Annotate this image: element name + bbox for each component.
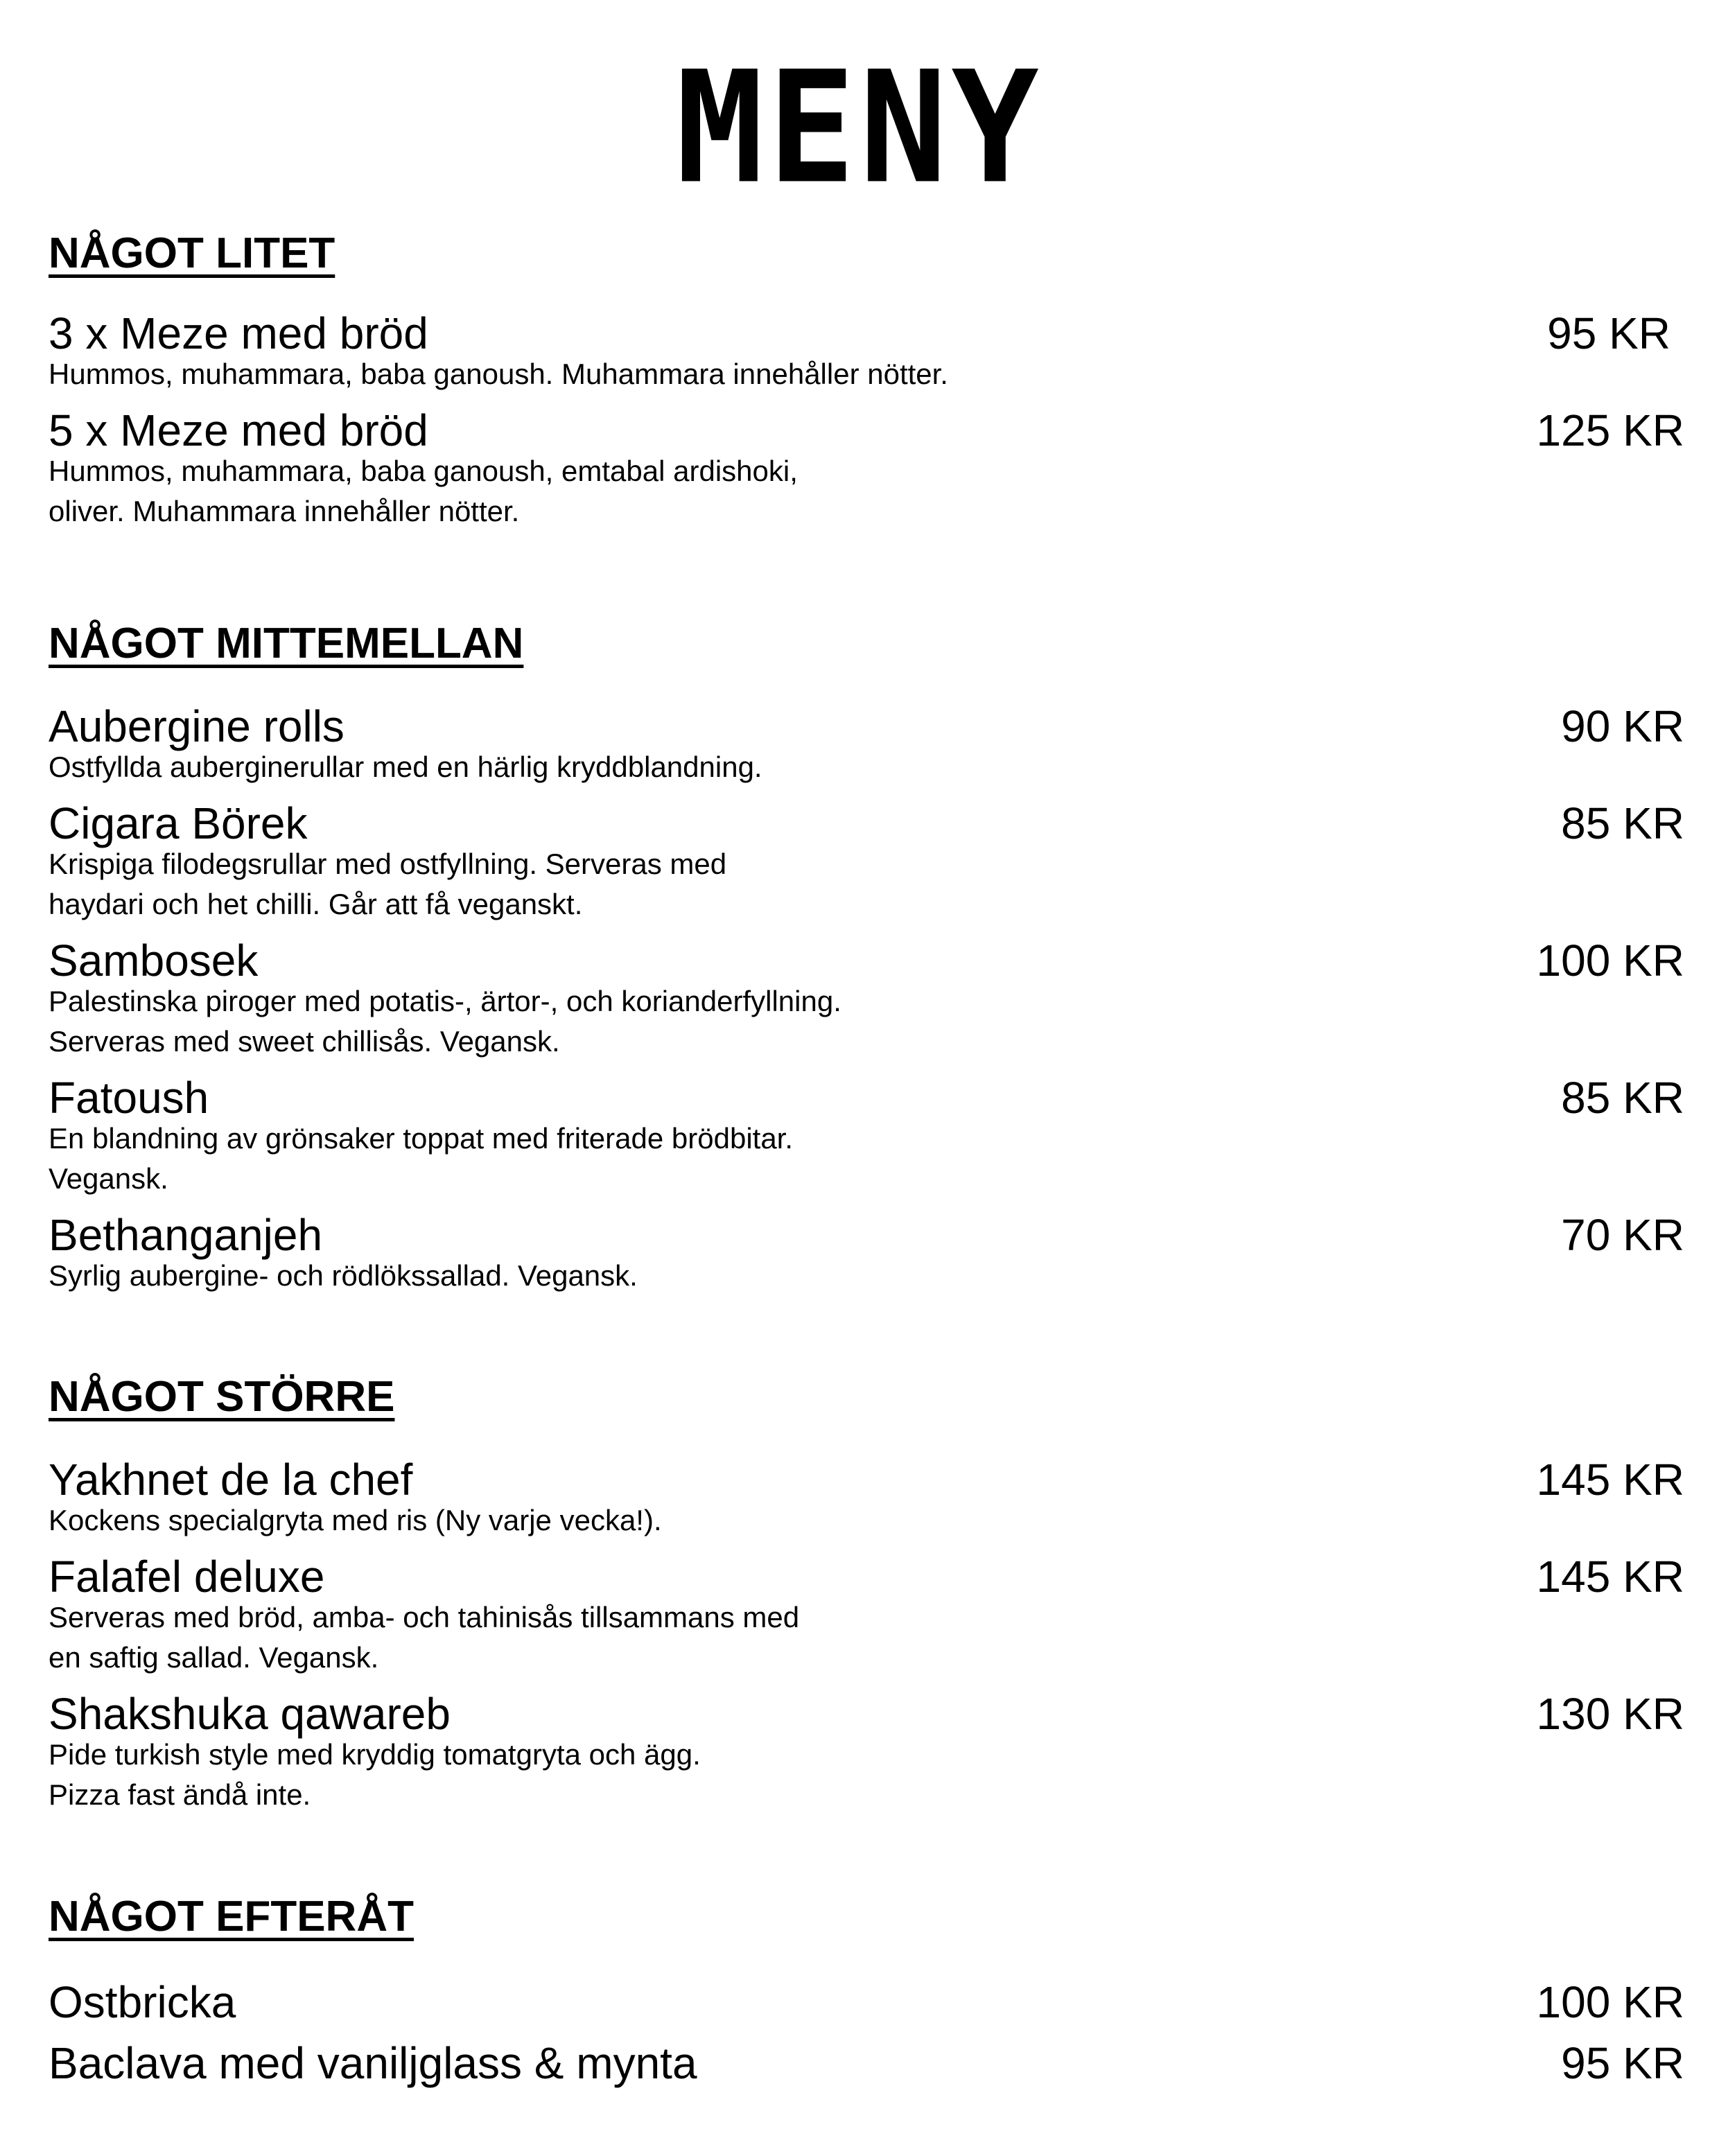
item-description-line: Syrlig aubergine- och rödlökssallad. Vegansk.	[49, 1259, 638, 1292]
item-description-line: en saftig sallad. Vegansk.	[49, 1641, 379, 1674]
section-heading: NÅGOT MITTEMELLAN	[49, 620, 524, 667]
item-description	[49, 747, 1684, 787]
item-name: 5 x Meze med bröd	[49, 405, 428, 455]
item-name: Sambosek	[49, 936, 259, 985]
menu-item	[49, 1457, 1684, 1541]
item-name: Aubergine rolls	[49, 701, 344, 751]
item-description-line: Vegansk.	[49, 1162, 168, 1195]
item-description-line: Hummos, muhammara, baba ganoush, emtabal ardishoki,	[49, 455, 798, 487]
item-price: 100 KR	[1536, 1977, 1684, 2027]
item-description-line: En blandning av grönsaker toppat med friterade brödbitar.	[49, 1122, 794, 1155]
item-name: Baclava med vaniljglass & mynta	[49, 2038, 697, 2088]
item-description-line: Hummos, muhammara, baba ganoush. Muhammara innehåller nötter.	[49, 358, 948, 390]
item-description-line: Pide turkish style med kryddig tomatgryta och ägg.	[49, 1738, 701, 1771]
section-heading: NÅGOT EFTERÅT	[49, 1893, 414, 1940]
item-price: 85 KR	[1561, 1073, 1684, 1123]
item-price: 145 KR	[1536, 1455, 1684, 1505]
section-something-bigger	[49, 1373, 1684, 1829]
menu-item	[49, 308, 1684, 394]
item-description-line: Kockens specialgryta med ris (Ny varje vecka!).	[49, 1504, 662, 1536]
menu-item	[49, 1977, 1684, 2027]
item-price: 70 KR	[1561, 1210, 1684, 1260]
item-price: 125 KR	[1536, 405, 1684, 455]
section-heading: NÅGOT LITET	[49, 229, 335, 277]
item-name: Shakshuka qawareb	[49, 1689, 451, 1739]
item-name: Falafel deluxe	[49, 1552, 325, 1602]
menu-item	[49, 701, 1684, 787]
item-description-line: Serveras med bröd, amba- och tahinisås tillsammans med	[49, 1601, 800, 1633]
item-price: 85 KR	[1561, 798, 1684, 848]
menu-item	[49, 798, 1684, 924]
item-price: 90 KR	[1561, 701, 1684, 751]
item-price: 95 KR	[1547, 308, 1670, 358]
item-price: 130 KR	[1536, 1689, 1684, 1739]
item-description	[49, 1256, 1684, 1296]
section-something-in-between	[49, 622, 1684, 1310]
item-description-line: Ostfyllda auberginerullar med en härlig kryddblandning.	[49, 751, 762, 783]
item-name: Bethanganjeh	[49, 1210, 323, 1260]
section-something-after	[49, 1895, 1684, 2099]
item-description	[49, 451, 1684, 532]
menu-item	[49, 405, 1684, 532]
item-description	[49, 844, 1684, 924]
menu-title: MENY	[676, 37, 1043, 218]
item-name: Ostbricka	[49, 1977, 236, 2027]
item-price: 145 KR	[1536, 1552, 1684, 1602]
menu-item	[49, 1689, 1684, 1815]
item-description	[49, 354, 1684, 394]
item-description-line: Serveras med sweet chillisås. Vegansk.	[49, 1025, 560, 1058]
item-description-line: Krispiga filodegsrullar med ostfyllning. Serveras med	[49, 848, 727, 880]
item-name: 3 x Meze med bröd	[49, 308, 428, 358]
item-description	[49, 1597, 1684, 1678]
menu-item	[49, 1554, 1684, 1678]
item-name: Cigara Börek	[49, 798, 308, 848]
item-description-line: oliver. Muhammara innehåller nötter.	[49, 495, 520, 527]
menu-item	[49, 2038, 1684, 2088]
menu-item	[49, 938, 1684, 1062]
section-heading: NÅGOT STÖRRE	[49, 1373, 395, 1421]
item-description	[49, 981, 1684, 1062]
section-something-small	[49, 229, 1684, 545]
item-description	[49, 1735, 1684, 1815]
item-description	[49, 1119, 1684, 1199]
menu-item	[49, 1073, 1684, 1199]
item-price: 95 KR	[1561, 2038, 1684, 2088]
item-name: Yakhnet de la chef	[49, 1455, 413, 1505]
item-price: 100 KR	[1536, 936, 1684, 985]
item-name: Fatoush	[49, 1073, 209, 1123]
item-description-line: Palestinska piroger med potatis-, ärtor-, och korianderfyllning.	[49, 985, 841, 1017]
menu-item	[49, 1210, 1684, 1296]
item-description-line: haydari och het chilli. Går att få veganskt.	[49, 888, 583, 920]
item-description	[49, 1500, 1684, 1541]
item-description-line: Pizza fast ändå inte.	[49, 1778, 311, 1811]
